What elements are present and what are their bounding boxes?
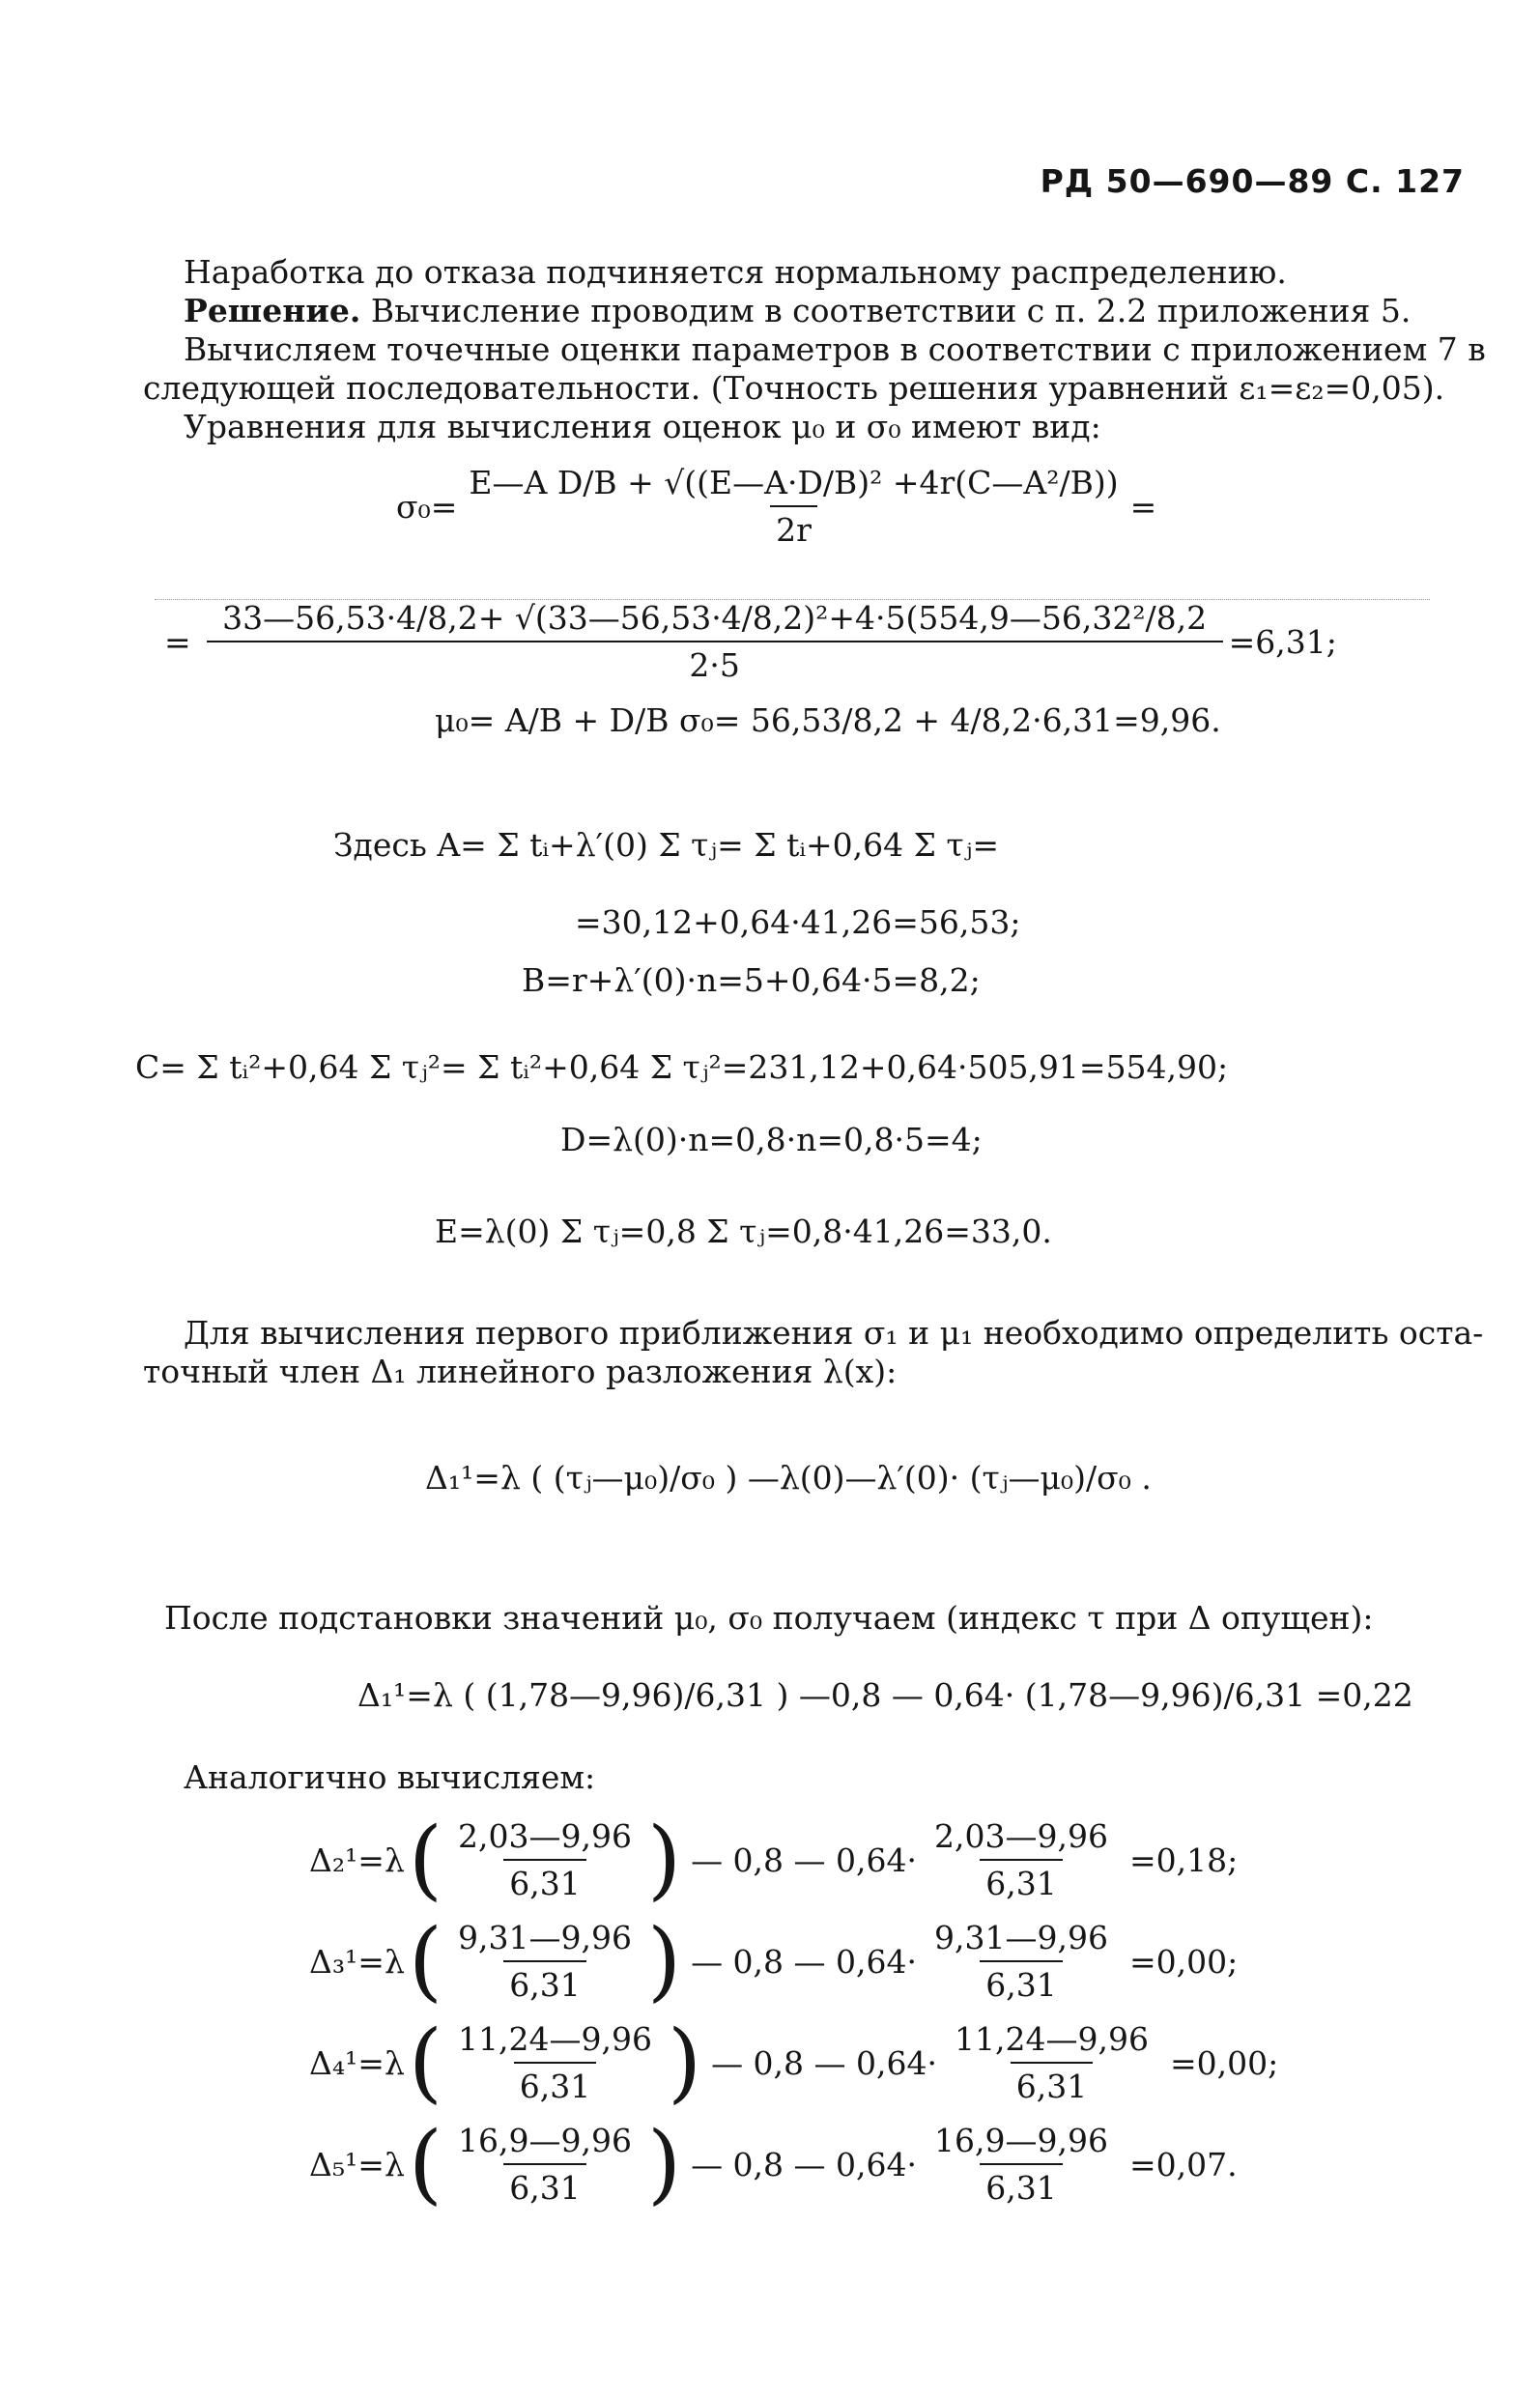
page-header: РД 50—690—89 С. 127	[1040, 162, 1465, 200]
calc-equals: =	[164, 622, 191, 661]
sigma-calc-numerator: 33—56,53·4/8,2+ √(33—56,53·4/8,2)²+4·5(554,9—56,32²/8,2	[222, 599, 1208, 637]
e-definition: E=λ(0) Σ τⱼ=0,8 Σ τⱼ=0,8·41,26=33,0.	[435, 1213, 1052, 1250]
intro-line-4: следующей последовательности. (Точность решения уравнений ε₁=ε₂=0,05).	[143, 369, 1445, 407]
delta-row	[309, 1910, 1239, 2012]
delta-1: Δ₁¹=λ ( (1,78—9,96)/6,31 ) —0,8 — 0,64· (1,78—9,96)/6,31 =0,22	[357, 1676, 1413, 1714]
delta-result: =0,00;	[1169, 2043, 1279, 2082]
sigma-calc-fraction	[207, 599, 1223, 684]
delta-mid: — 0,8 — 0,64·	[711, 2043, 937, 2082]
delta-fraction-2	[928, 2122, 1114, 2207]
delta-mid: — 0,8 — 0,64·	[691, 1942, 917, 1981]
delta-denominator: 6,31	[503, 1960, 585, 2004]
solution-label: Решение.	[184, 292, 361, 329]
delta-lhs: Δ₃¹=λ	[309, 1942, 405, 1981]
paren-right: )	[646, 1910, 682, 2012]
sigma-lhs: σ₀=	[396, 487, 458, 526]
sigma-numerator: E—A D/B + √((E—A·D/B)² +4r(C—A²/B))	[469, 464, 1119, 501]
mu-formula: μ₀= A/B + D/B σ₀= 56,53/8,2 + 4/8,2·6,31=9,96.	[435, 701, 1221, 739]
sigma-calculation	[164, 599, 1337, 684]
delta-row	[309, 1809, 1239, 1910]
paren-left: (	[408, 2012, 442, 2113]
delta-lhs: Δ₄¹=λ	[309, 2043, 405, 2082]
delta-fraction	[452, 1919, 638, 2004]
delta-numerator: 16,9—9,96	[457, 2122, 632, 2159]
middle-line-2: точный член Δ₁ линейного разложения λ(x):	[143, 1353, 898, 1390]
delta-fraction	[452, 1817, 638, 1902]
delta-result: =0,00;	[1128, 1942, 1239, 1981]
delta-numerator-2: 9,31—9,96	[933, 1919, 1108, 1956]
delta-general-formula: Δ₁¹=λ ( (τⱼ—μ₀)/σ₀ ) —λ(0)—λ′(0)· (τⱼ—μ₀)/σ₀ .	[425, 1459, 1152, 1497]
paren-right: )	[646, 2113, 682, 2214]
delta-fraction-2	[928, 1919, 1114, 2004]
paren-right: )	[646, 1809, 682, 1910]
middle-line-1: Для вычисления первого приближения σ₁ и μ₁ необходимо определить оста-	[184, 1314, 1484, 1352]
sigma-calc-denominator: 2·5	[207, 641, 1223, 684]
a-definition: Здесь A= Σ tᵢ+λ′(0) Σ τⱼ= Σ tᵢ+0,64 Σ τⱼ=	[333, 826, 1000, 864]
d-definition: D=λ(0)·n=0,8·n=0,8·5=4;	[560, 1121, 983, 1158]
delta-result: =0,07.	[1128, 2145, 1238, 2183]
paren-left: (	[408, 2113, 442, 2214]
delta-result: =0,18;	[1128, 1841, 1239, 1879]
a-result: =30,12+0,64·41,26=56,53;	[575, 903, 1021, 941]
sigma-fraction	[463, 464, 1124, 549]
intro-line-1: Наработка до отказа подчиняется нормальному распределению.	[184, 253, 1287, 291]
delta-fraction	[452, 2020, 658, 2105]
delta-denominator-2: 6,31	[1011, 2062, 1093, 2105]
delta-denominator: 6,31	[503, 2163, 585, 2207]
delta-numerator: 11,24—9,96	[457, 2020, 652, 2058]
delta-fraction-2	[928, 1817, 1114, 1902]
c-definition: C= Σ tᵢ²+0,64 Σ τⱼ²= Σ tᵢ²+0,64 Σ τⱼ²=231,12+0,64·505,91=554,90;	[135, 1048, 1229, 1086]
intro-line-2	[184, 292, 1411, 330]
delta-mid: — 0,8 — 0,64·	[691, 2145, 917, 2183]
delta-row	[309, 2113, 1238, 2214]
sigma-denominator: 2r	[770, 505, 817, 549]
delta-numerator-2: 16,9—9,96	[933, 2122, 1108, 2159]
paren-left: (	[408, 1910, 442, 2012]
delta-denominator-2: 6,31	[980, 2163, 1062, 2207]
delta-fraction-2	[949, 2020, 1155, 2105]
paren-right: )	[667, 2012, 702, 2113]
middle-line-3: После подстановки значений μ₀, σ₀ получаем (индекс τ при Δ опущен):	[164, 1599, 1374, 1637]
delta-lhs: Δ₅¹=λ	[309, 2145, 405, 2183]
delta-denominator-2: 6,31	[980, 1859, 1062, 1902]
delta-row	[309, 2012, 1279, 2113]
intro-line-5: Уравнения для вычисления оценок μ₀ и σ₀ имеют вид:	[184, 408, 1101, 445]
sigma-formula	[396, 464, 1156, 549]
delta-denominator: 6,31	[503, 1859, 585, 1902]
solution-text: Вычисление проводим в соответствии с п. 2.2 приложения 5.	[370, 292, 1412, 329]
delta-lhs: Δ₂¹=λ	[309, 1841, 405, 1879]
b-definition: B=r+λ′(0)·n=5+0,64·5=8,2;	[522, 961, 981, 999]
intro-line-3: Вычисляем точечные оценки параметров в соответствии с приложением 7 в	[184, 330, 1486, 368]
delta-numerator-2: 2,03—9,96	[933, 1817, 1108, 1855]
delta-numerator: 2,03—9,96	[457, 1817, 632, 1855]
delta-mid: — 0,8 — 0,64·	[691, 1841, 917, 1879]
delta-fraction	[452, 2122, 638, 2207]
sigma-equals: =	[1129, 487, 1157, 526]
middle-line-4: Аналогично вычисляем:	[184, 1758, 596, 1796]
delta-denominator-2: 6,31	[980, 1960, 1062, 2004]
paren-left: (	[408, 1809, 442, 1910]
delta-numerator-2: 11,24—9,96	[954, 2020, 1149, 2058]
delta-numerator: 9,31—9,96	[457, 1919, 632, 1956]
sigma-calc-result: =6,31;	[1228, 622, 1337, 661]
delta-denominator: 6,31	[514, 2062, 596, 2105]
